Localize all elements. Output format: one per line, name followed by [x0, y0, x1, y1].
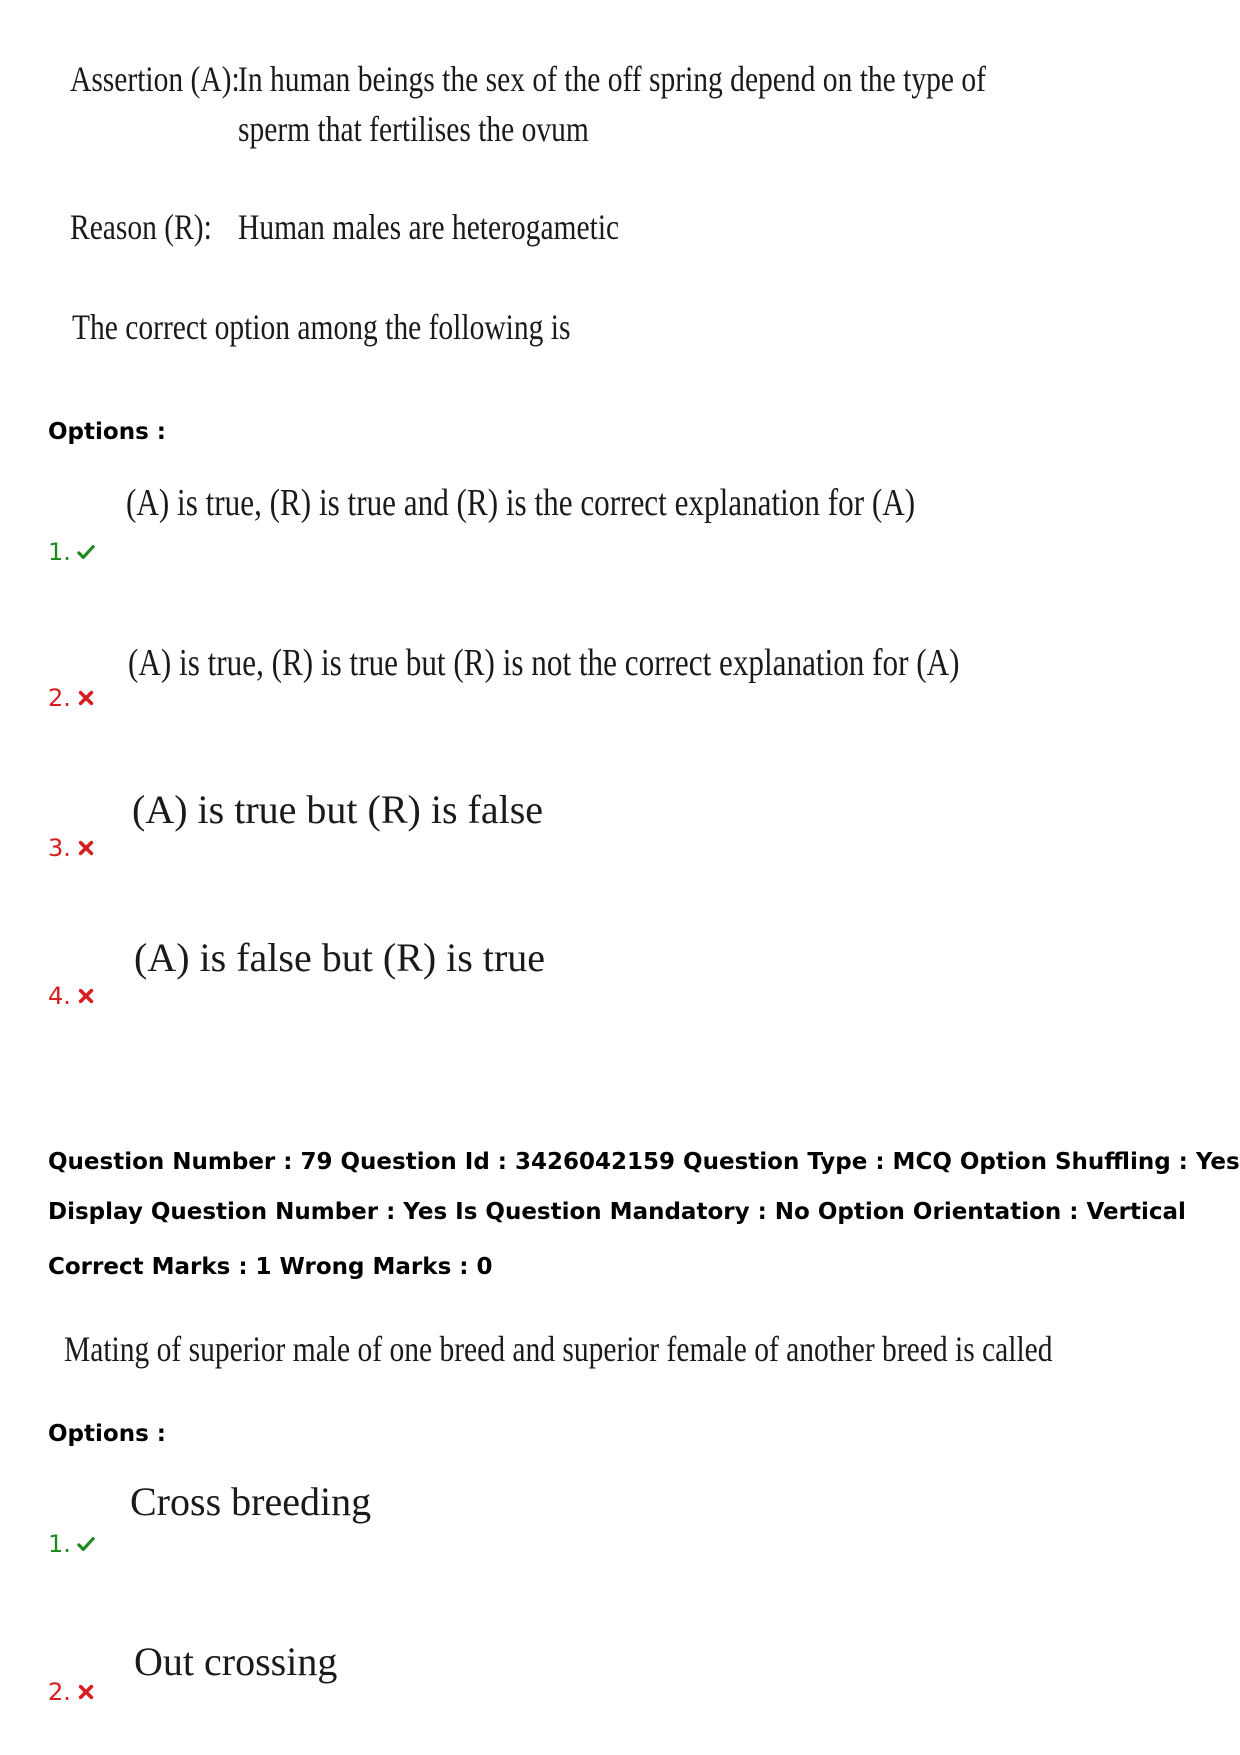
assertion-label: Assertion (A):: [70, 59, 240, 99]
question-text: Mating of superior male of one breed and superior female of another breed is called: [64, 1329, 1053, 1369]
assertion-text-line2: sperm that fertilises the ovum: [238, 109, 589, 149]
option-1-text: (A) is true, (R) is true and (R) is the correct explanation for (A): [126, 482, 916, 524]
option-3-number: 3.: [48, 834, 95, 862]
question-meta-line3: Correct Marks : 1 Wrong Marks : 0: [48, 1254, 493, 1280]
option-2-number: 2.: [48, 1678, 95, 1706]
question-prompt: The correct option among the following is: [72, 307, 571, 347]
option-2-text: Out crossing: [134, 1639, 338, 1684]
option-2-number: 2.: [48, 684, 95, 712]
option-1-number: 1.: [48, 538, 95, 566]
wrong-cross-icon: [77, 1683, 95, 1701]
options-label: Options :: [48, 419, 166, 445]
wrong-cross-icon: [77, 987, 95, 1005]
option-4-text: (A) is false but (R) is true: [134, 935, 546, 980]
reason-text: Human males are heterogametic: [238, 207, 620, 247]
reason-label: Reason (R):: [70, 207, 212, 247]
options-label: Options :: [48, 1421, 166, 1447]
wrong-cross-icon: [77, 689, 95, 707]
correct-check-icon: [77, 543, 95, 561]
option-4-number: 4.: [48, 982, 95, 1010]
assertion-text-line1: In human beings the sex of the off spring depend on the type of: [238, 59, 986, 99]
question-meta-line1: Question Number : 79 Question Id : 3426042159 Question Type : MCQ Option Shuffling : Yes: [48, 1149, 1240, 1175]
option-1-number: 1.: [48, 1530, 95, 1558]
wrong-cross-icon: [77, 839, 95, 857]
correct-check-icon: [77, 1535, 95, 1553]
question-meta-line2: Display Question Number : Yes Is Question Mandatory : No Option Orientation : Vertical: [48, 1199, 1186, 1225]
option-2-text: (A) is true, (R) is true but (R) is not the correct explanation for (A): [128, 642, 960, 684]
option-1-text: Cross breeding: [130, 1479, 372, 1524]
option-3-text: (A) is true but (R) is false: [132, 787, 544, 832]
